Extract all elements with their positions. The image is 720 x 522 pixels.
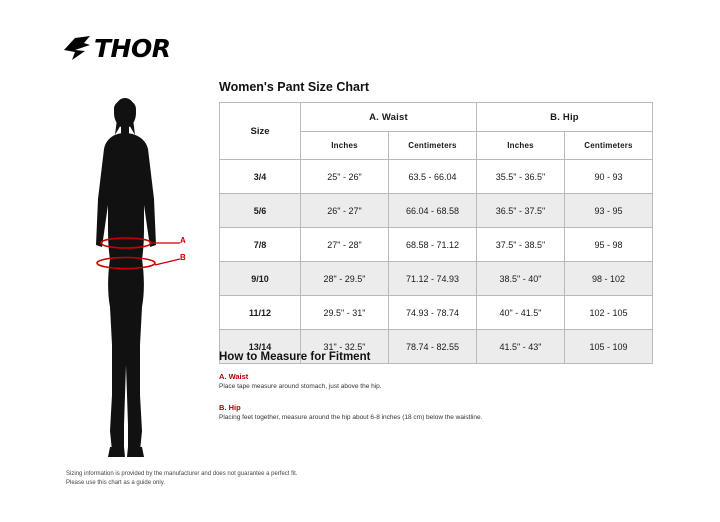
cell-hip-inches: 37.5" - 38.5" (477, 228, 565, 262)
table-row (220, 160, 653, 194)
cell-waist-centimeters: 68.58 - 71.12 (389, 228, 477, 262)
how-to-measure-section (219, 351, 655, 434)
cell-waist-centimeters: 71.12 - 74.93 (389, 262, 477, 296)
cell-hip-centimeters: 95 - 98 (565, 228, 653, 262)
hip-instruction-label: B. Hip (219, 402, 241, 412)
cell-waist-inches: 28" - 29.5" (301, 262, 389, 296)
table-row (220, 228, 653, 262)
table-row (220, 262, 653, 296)
brand-logo (62, 30, 182, 66)
cell-waist-inches: 29.5" - 31" (301, 296, 389, 330)
cell-waist-inches: 27" - 28" (301, 228, 389, 262)
cell-size: 5/6 (220, 194, 301, 228)
cell-waist-inches: 25" - 26" (301, 160, 389, 194)
cell-size: 9/10 (220, 262, 301, 296)
column-header-waist-inches: Inches (301, 132, 389, 160)
column-header-waist: A. Waist (301, 103, 477, 132)
cell-size: 7/8 (220, 228, 301, 262)
thor-helmet-icon (62, 35, 92, 61)
cell-hip-centimeters: 102 - 105 (565, 296, 653, 330)
callout-label-a: A (180, 236, 186, 245)
cell-hip-centimeters: 93 - 95 (565, 194, 653, 228)
cell-hip-centimeters: 105 - 109 (565, 330, 653, 364)
table-row (220, 194, 653, 228)
cell-size: 13/14 (220, 330, 301, 364)
hip-instruction-text: Placing feet together, measure around the hip about 6-8 inches (18 cm) below the waistline. (219, 413, 483, 421)
cell-hip-inches: 41.5" - 43" (477, 330, 565, 364)
cell-waist-centimeters: 78.74 - 82.55 (389, 330, 477, 364)
cell-size: 11/12 (220, 296, 301, 330)
cell-hip-inches: 35.5" - 36.5" (477, 160, 565, 194)
cell-size: 3/4 (220, 160, 301, 194)
cell-hip-inches: 38.5" - 40" (477, 262, 565, 296)
disclaimer-line-2: Please use this chart as a guide only. (66, 480, 165, 486)
cell-waist-centimeters: 74.93 - 78.74 (389, 296, 477, 330)
column-header-hip-centimeters: Centimeters (565, 132, 653, 160)
table-row (220, 296, 653, 330)
size-chart-table (219, 102, 653, 364)
how-to-measure-title: How to Measure for Fitment (219, 351, 371, 363)
disclaimer-line-1: Sizing information is provided by the manufacturer and does not guarantee a perfect fit. (66, 471, 298, 477)
cell-hip-centimeters: 98 - 102 (565, 262, 653, 296)
waist-instruction-text: Place tape measure around stomach, just above the hip. (219, 383, 382, 390)
column-header-waist-centimeters: Centimeters (389, 132, 477, 160)
disclaimer (66, 470, 297, 488)
cell-waist-centimeters: 66.04 - 68.58 (389, 194, 477, 228)
body-diagram (62, 95, 202, 460)
callout-label-b: B (180, 253, 186, 262)
column-header-size: Size (220, 103, 301, 160)
waist-instruction-label: A. Waist (219, 372, 249, 381)
cell-hip-inches: 40" - 41.5" (477, 296, 565, 330)
page-title: Women's Pant Size Chart (219, 80, 369, 94)
cell-hip-centimeters: 90 - 93 (565, 160, 653, 194)
column-header-hip: B. Hip (477, 103, 653, 132)
column-header-hip-inches: Inches (477, 132, 565, 160)
cell-waist-inches: 31" - 32.5" (301, 330, 389, 364)
cell-waist-centimeters: 63.5 - 66.04 (389, 160, 477, 194)
cell-waist-inches: 26" - 27" (301, 194, 389, 228)
table-group-header-row (220, 103, 653, 132)
brand-name: THOR (94, 33, 171, 63)
cell-hip-inches: 36.5" - 37.5" (477, 194, 565, 228)
female-silhouette-icon (62, 95, 202, 460)
